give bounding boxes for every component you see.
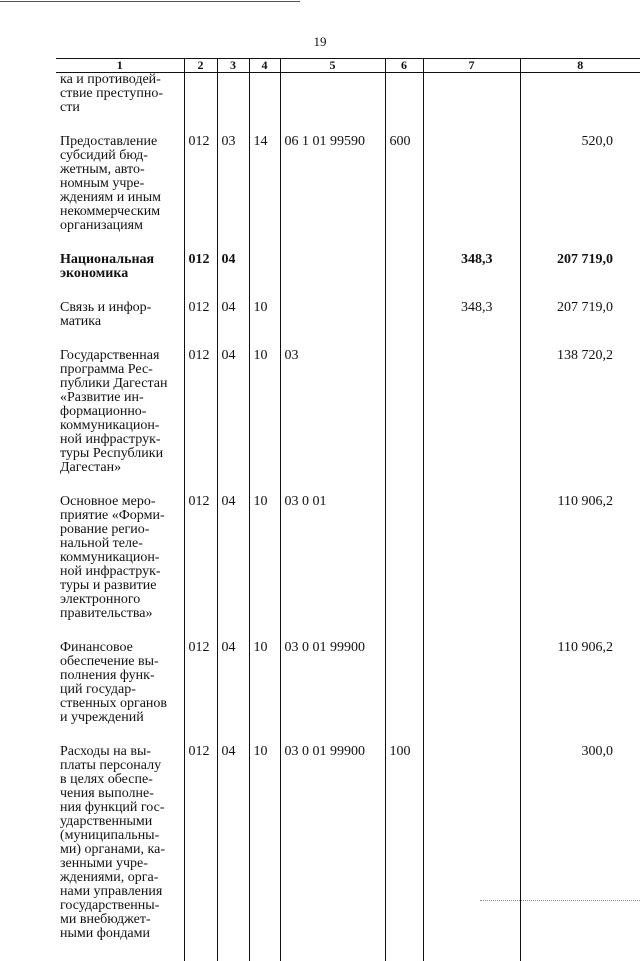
amount-col7-cell (423, 745, 520, 961)
code-subsection-cell: 14 (249, 135, 280, 253)
column-header: 4 (249, 59, 280, 73)
amount-col7-cell (423, 495, 520, 641)
bottom-rule (480, 900, 640, 901)
column-header: 7 (423, 59, 520, 73)
column-header: 6 (385, 59, 423, 73)
amount-col8-cell (520, 73, 640, 136)
amount-col7-cell (423, 135, 520, 253)
column-header: 5 (280, 59, 385, 73)
code-expense-type-cell: 600 (385, 135, 423, 253)
row-name-cell: Национальная экономика (60, 252, 155, 281)
code-ministry-cell: 012 (184, 135, 217, 253)
code-expense-type-cell (385, 301, 423, 349)
code-target-cell: 03 0 01 99900 (280, 641, 385, 745)
code-ministry-cell (184, 73, 217, 136)
code-target-cell (280, 253, 385, 301)
code-ministry-cell: 012 (184, 495, 217, 641)
table-row (56, 301, 640, 349)
code-expense-type-cell (385, 349, 423, 495)
code-expense-type-cell: 100 (385, 745, 423, 961)
column-header: 3 (217, 59, 249, 73)
code-ministry-cell: 012 (184, 349, 217, 495)
code-section-cell: 04 (217, 641, 249, 745)
amount-col7-cell (423, 349, 520, 495)
code-section-cell: 04 (217, 495, 249, 641)
code-target-cell: 03 (280, 349, 385, 495)
code-target-cell: 03 0 01 99900 (280, 745, 385, 961)
table-row (56, 641, 640, 745)
amount-col8-cell: 138 720,2 (520, 349, 640, 495)
row-name-cell: Основное меро- приятие «Форми- рование регио- нальной теле- коммуникацион- ной инфраструк- туры и развитие электронного правительства» (60, 494, 165, 621)
table-row (56, 745, 640, 961)
page-number: 19 (313, 34, 327, 49)
budget-table (56, 58, 640, 961)
code-section-cell: 04 (217, 349, 249, 495)
code-subsection-cell: 10 (249, 641, 280, 745)
code-ministry-cell: 012 (184, 253, 217, 301)
amount-col7-cell: 348,3 (423, 301, 520, 349)
code-expense-type-cell (385, 73, 423, 136)
code-subsection-cell: 10 (249, 745, 280, 961)
code-expense-type-cell (385, 641, 423, 745)
code-section-cell: 03 (217, 135, 249, 253)
column-header: 1 (56, 59, 184, 73)
code-target-cell (280, 301, 385, 349)
code-ministry-cell: 012 (184, 301, 217, 349)
top-rule (0, 1, 300, 2)
table-row (56, 135, 640, 253)
amount-col8-cell: 300,0 (520, 745, 640, 961)
code-subsection-cell: 10 (249, 301, 280, 349)
code-subsection-cell: 10 (249, 349, 280, 495)
row-name-cell: Финансовое обеспечение вы- полнения функ- ций государ- ственных органов и учреждений (60, 640, 168, 725)
table-row (56, 349, 640, 495)
code-ministry-cell: 012 (184, 641, 217, 745)
code-subsection-cell (249, 73, 280, 136)
row-name-cell: Связь и инфор- матика (60, 300, 152, 329)
amount-col7-cell (423, 641, 520, 745)
column-header: 2 (184, 59, 217, 73)
code-section-cell: 04 (217, 301, 249, 349)
row-name-cell: Предоставление субсидий бюд- жетным, авто- номным учре- ждениям и иным некоммерческим организациям (60, 134, 162, 233)
code-target-cell (280, 73, 385, 136)
table-row (56, 495, 640, 641)
table-row (56, 253, 640, 301)
code-subsection-cell (249, 253, 280, 301)
amount-col8-cell: 520,0 (520, 135, 640, 253)
amount-col8-cell: 207 719,0 (520, 301, 640, 349)
code-section-cell (217, 73, 249, 136)
code-target-cell: 06 1 01 99590 (280, 135, 385, 253)
code-target-cell: 03 0 01 (280, 495, 385, 641)
budget-table-container (56, 58, 640, 961)
row-name-cell: Государственная программа Рес- публики Дагестан «Развитие ин- формационно- коммуникацион- ной инфраструк- туры Республики Дагестан» (60, 348, 168, 475)
amount-col8-cell: 110 906,2 (520, 641, 640, 745)
row-name-cell: Расходы на вы- платы персоналу в целях обеспе- чения выполне- ния функций гос- ударственными (муниципальны- ми) органами, ка- зенными учре- ждениями, орга- нами управления государственны- ми внебюджет- ными фондами (60, 744, 165, 941)
table-row (56, 73, 640, 136)
code-section-cell: 04 (217, 253, 249, 301)
header-row (56, 59, 640, 73)
row-name-cell: ка и противодей- ствие преступно- сти (60, 72, 163, 115)
amount-col8-cell: 110 906,2 (520, 495, 640, 641)
code-section-cell: 04 (217, 745, 249, 961)
code-subsection-cell: 10 (249, 495, 280, 641)
code-ministry-cell: 012 (184, 745, 217, 961)
code-expense-type-cell (385, 495, 423, 641)
amount-col7-cell: 348,3 (423, 253, 520, 301)
column-header: 8 (520, 59, 640, 73)
amount-col7-cell (423, 73, 520, 136)
code-expense-type-cell (385, 253, 423, 301)
amount-col8-cell: 207 719,0 (520, 253, 640, 301)
